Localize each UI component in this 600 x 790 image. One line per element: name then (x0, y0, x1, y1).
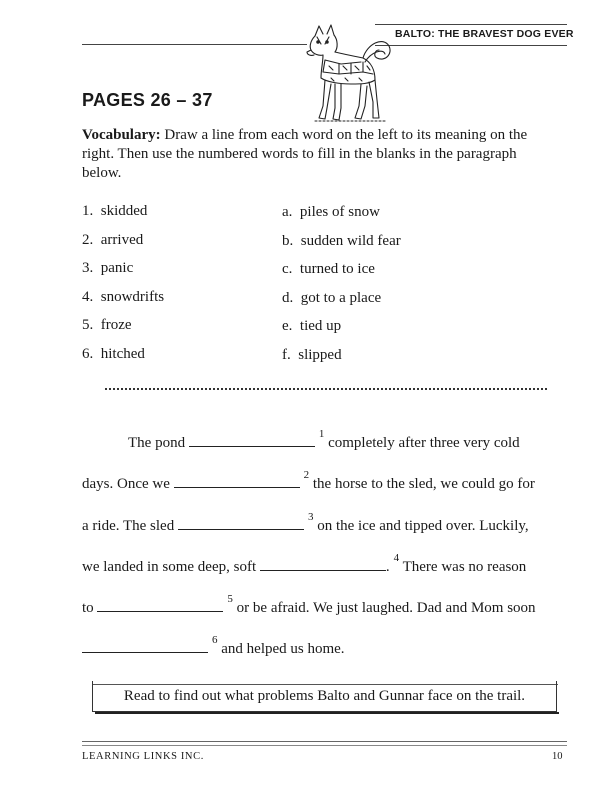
paragraph-line-1: The pond $^1$ completely after three very cold (128, 428, 520, 451)
blank-3[interactable] (178, 515, 304, 530)
page-number: 10 (552, 751, 563, 762)
page-range-title: PAGES 26 – 37 (82, 90, 213, 110)
vocab-meaning-c: c. turned to ice (282, 261, 375, 277)
instructions-text: Draw a line from each word on the left to its meaning on the right. Then use the numbered words to fill in the blanks in the paragraph below. (82, 127, 528, 181)
sled-dog-illustration (305, 22, 393, 126)
blank-4[interactable] (260, 556, 386, 571)
paragraph-line-4: we landed in some deep, soft .$^4$ There was no reason (82, 552, 527, 575)
blank-6[interactable] (82, 638, 208, 653)
blank-5[interactable] (97, 597, 223, 612)
vocab-meaning-f: f. slipped (282, 347, 342, 363)
reading-prompt-text: Read to find out what problems Balto and Gunnar face on the trail. (123, 687, 526, 704)
header-rule-bottom (375, 45, 567, 46)
callout-shadow (95, 712, 559, 714)
blank-2[interactable] (174, 473, 300, 488)
header-rule-top (375, 24, 567, 25)
vocab-meaning-a: a. piles of snow (282, 204, 380, 220)
vocab-word-1: 1. skidded (82, 203, 148, 219)
publisher-name: LEARNING LINKS INC. (82, 751, 204, 762)
vocab-meaning-d: d. got to a place (282, 290, 382, 306)
vocab-word-2: 2. arrived (82, 232, 144, 248)
header-rule (82, 44, 307, 45)
dotted-divider (105, 388, 547, 390)
vocab-word-4: 4. snowdrifts (82, 289, 165, 305)
vocabulary-instructions (82, 126, 552, 183)
vocabulary-label: Vocabulary: (82, 127, 161, 143)
book-title: BALTO: THE BRAVEST DOG EVER (395, 28, 574, 40)
paragraph-line-3: a ride. The sled $^3$ on the ice and tipped over. Luckily, (82, 511, 529, 534)
vocab-word-5: 5. froze (82, 317, 132, 333)
footer-rule (82, 741, 567, 742)
vocab-word-3: 3. panic (82, 260, 134, 276)
paragraph-line-6: $^6$ and helped us home. (82, 638, 345, 658)
paragraph-line-2: days. Once we $^2$ the horse to the sled, we could go for (82, 469, 535, 492)
vocab-meaning-b: b. sudden wild fear (282, 233, 401, 249)
paragraph-line-5: to $^5$ or be afraid. We just laughed. Dad and Mom soon (82, 593, 536, 616)
blank-1[interactable] (189, 432, 315, 447)
vocab-meaning-e: e. tied up (282, 318, 342, 334)
footer-rule-secondary (82, 745, 567, 746)
vocab-word-6: 6. hitched (82, 346, 145, 362)
reading-prompt-box (92, 681, 557, 712)
